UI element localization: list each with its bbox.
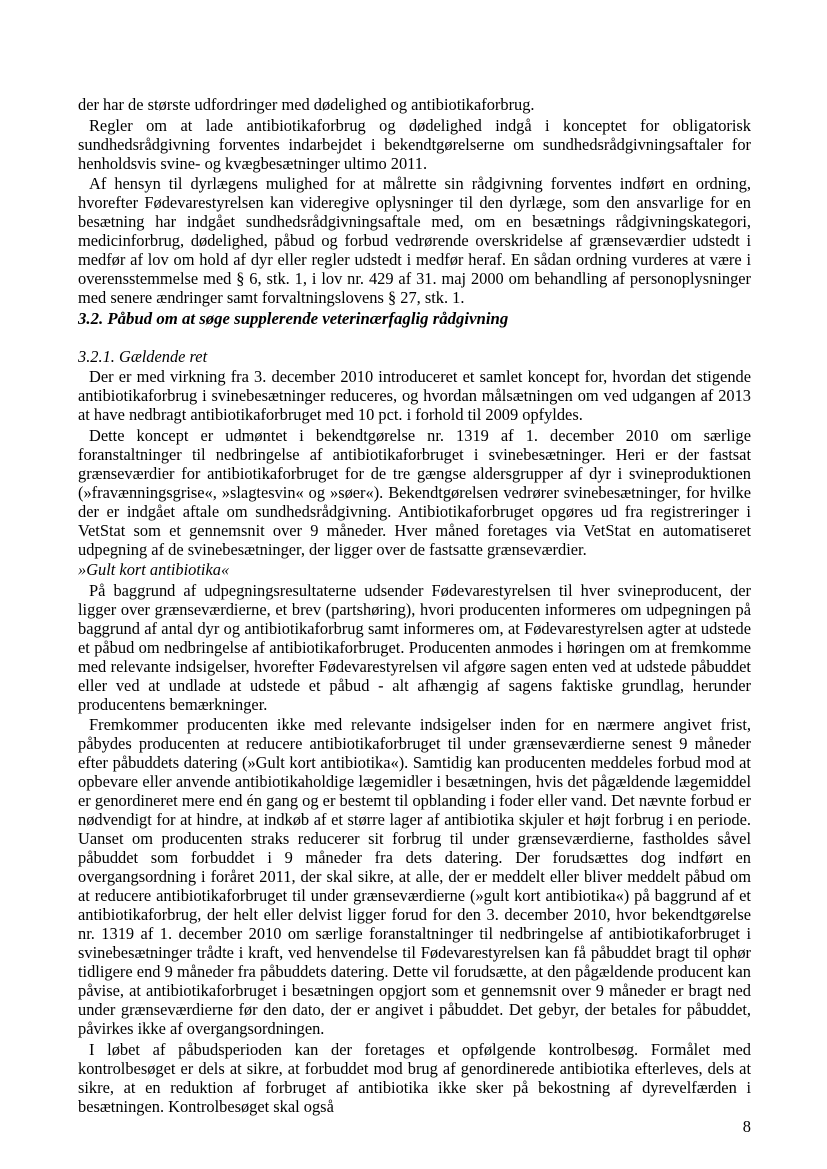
inline-heading-gult-kort: »Gult kort antibiotika«: [78, 560, 230, 579]
page-number: 8: [742, 1117, 751, 1136]
body-paragraph: Fremkommer producenten ikke med relevante indsigelser inden for en nærmere angivet frist, påbydes producenten at reducere antibiotikaforbruget til under grænseværdierne senest 9 måneder efter påbuddets datering (»Gult kort antibiotika«). Samtidig kan producenten meddeles forbud mod at opbevare eller anvende antibiotikaholdige lægemidler i besætningen, hvis det pågældende lægemiddel er genordineret mere end én gang og er bestemt til opblanding i foder eller vand. Det nævnte forbud er nødvendigt for at hindre, at indkøb af et større lager af antibiotika skjuler et højt forbrug i en periode. Uanset om producenten straks reducerer sit forbrug til under grænseværdierne, fastholdes såvel påbuddet som forbuddet i 9 måneder fra dets datering. Der forudsættes dog indført en overgangsordning i foråret 2011, der skal sikre, at alle, der er meddelt eller bliver meddelt påbud om at reducere antibiotikaforbruget til under grænseværdierne (»gult kort antibiotika«) på baggrund af et antibiotikaforbrug, der helt eller delvist ligger forud for den 3. december 2010, hvor bekendtgørelse nr. 1319 af 1. december 2010 om særlige foranstaltninger til nedbringelse af antibiotikaforbruget i svinebesætninger trådte i kraft, ved henvendelse til Fødevarestyrelsen kan få påbuddet bragt til ophør tidligere end 9 måneder fra påbuddets datering. Dette vil forudsætte, at den pågældende producent kan påvise, at antibiotikaforbruget i besætningen opgjort som et gennemsnit over 9 måneder er bragt ned under grænseværdierne før den dato, der er angivet i påbuddet. Det gebyr, der betales for påbuddet, påvirkes ikke af overgangsordningen.: [78, 715, 751, 1038]
body-paragraph: I løbet af påbudsperioden kan der foretages et opfølgende kontrolbesøg. Formålet med kontrolbesøget er dels at sikre, at forbuddet mod brug af genordinerede antibiotika efterleves, dels at sikre, at en reduktion af forbruget af antibiotika ikke sker på bekostning af dyrevelfærden i besætningen. Kontrolbesøget skal også: [78, 1039, 751, 1116]
body-paragraph-continuation: der har de største udfordringer med dødelighed og antibiotikaforbrug.: [78, 95, 535, 114]
body-paragraph: Regler om at lade antibiotikaforbrug og dødelighed indgå i konceptet for obligatorisk sundhedsrådgivning forventes indarbejdet i bekendtgørelserne om sundhedsrådgivningsaftaler for henholdsvis svine- og kvægbesætninger ultimo 2011.: [78, 115, 751, 173]
body-paragraph: Der er med virkning fra 3. december 2010 introduceret et samlet koncept for, hvordan det stigende antibiotikaforbrug i svinebesætninger reduceres, og hvordan målsætningen om ved udgangen af 2013 at have nedbragt antibiotikaforbruget med 10 pct. i forhold til 2009 opfyldes.: [78, 367, 751, 424]
body-paragraph: Af hensyn til dyrlægens mulighed for at målrette sin rådgivning forventes indført en ordning, hvorefter Fødevarestyrelsen kan videregive oplysninger til den dyrlæge, som den ansvarlige for en besætning har indgået sundhedsrådgivningsaftale med, om en besætnings rådgivningskategori, medicinforbrug, dødelighed, påbud og forbud vedrørende overskridelse af grænseværdier udstedt i medfør af lov om hold af dyr eller regler udstedt i medfør heraf. En sådan ordning vurderes at være i overensstemmelse med § 6, stk. 1, i lov nr. 429 af 31. maj 2000 om behandling af personoplysninger med senere ændringer samt forvaltningslovens § 27, stk. 1.: [78, 174, 751, 307]
page-body-text: [78, 95, 751, 1117]
subsection-heading: 3.2.1. Gældende ret: [78, 347, 208, 366]
section-heading: 3.2. Påbud om at søge supplerende veterinærfaglig rådgivning: [78, 309, 509, 328]
body-paragraph: På baggrund af udpegningsresultaterne udsender Fødevarestyrelsen til hver svineproducent, der ligger over grænseværdierne, et brev (partshøring), hvori producenten informeres om udpegningen på baggrund af antal dyr og antibiotikaforbrug samt informeres om, at Fødevarestyrelsen agter at udstede et påbud om nedbringelse af antibiotikaforbruget. Producenten anmodes i høringen om at fremkomme med relevante indsigelser, hvorefter Fødevarestyrelsen vil afgøre sagen enten ved at udstede påbuddet eller ved at undlade at udstede et påbud - alt afhængig af sagens faktiske grundlag, herunder producentens bemærkninger.: [78, 580, 751, 714]
body-paragraph: Dette koncept er udmøntet i bekendtgørelse nr. 1319 af 1. december 2010 om særlige foranstaltninger til nedbringelse af antibiotikaforbruget i svinebesætninger. Heri er der fastsat grænseværdier for antibiotikaforbruget for de tre gængse aldersgrupper af dyr i svineproduktionen (»fravænningsgrise«, »slagtesvin« og »søer«). Bekendtgørelsen vedrører svinebesætninger, for hvilke der er indgået aftale om sundhedsrådgivning. Antibiotikaforbruget opgøres ud fra registreringer i VetStat som et gennemsnit over 9 måneder. Hver måned foretages via VetStat en automatiseret udpegning af de svinebesætninger, der ligger over de fastsatte grænseværdier.: [78, 425, 751, 559]
